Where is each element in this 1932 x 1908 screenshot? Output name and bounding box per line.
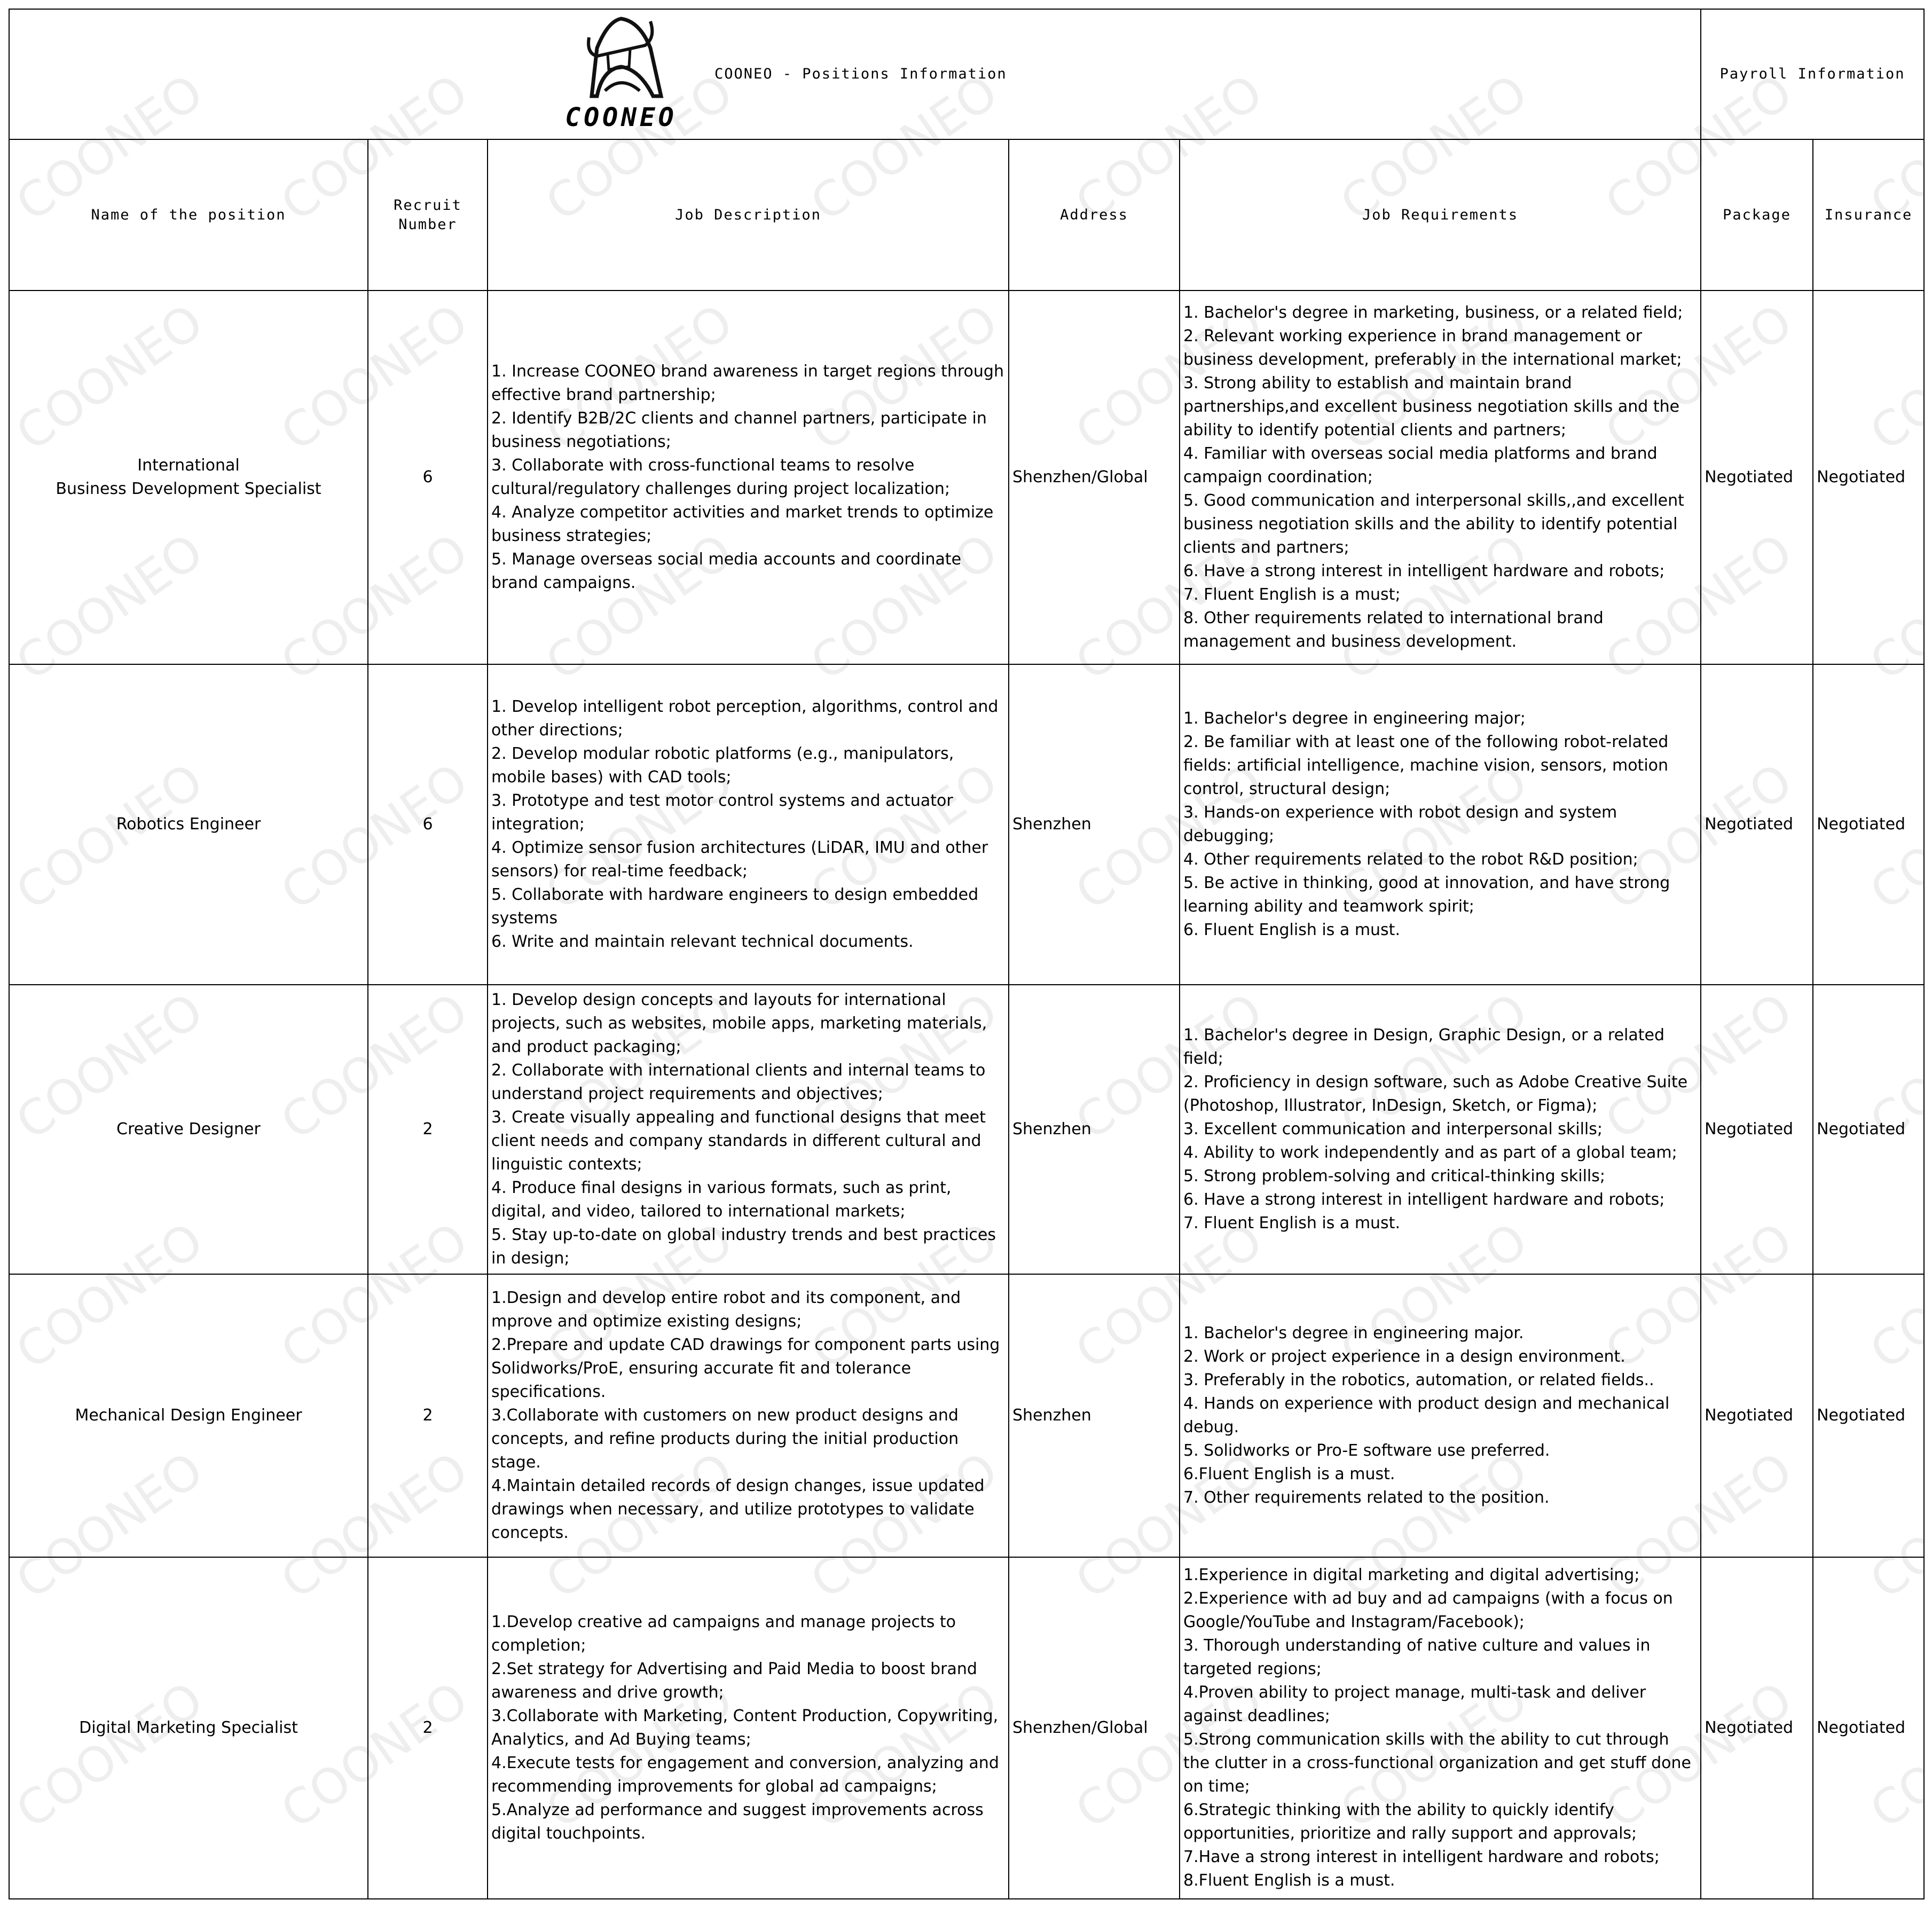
insurance: Negotiated — [1813, 290, 1924, 664]
table-row — [9, 985, 1924, 1274]
col-header-package: Package — [1701, 139, 1813, 290]
insurance: Negotiated — [1813, 985, 1924, 1274]
package: Negotiated — [1701, 1557, 1813, 1899]
package: Negotiated — [1701, 664, 1813, 985]
positions-sheet — [9, 9, 1923, 1908]
brand-logo — [549, 16, 693, 132]
job-description: 1.Develop creative ad campaigns and manage projects to completion; 2.Set strategy for Advertising and Paid Media to boost brand awareness and drive growth; 3.Collaborate with Marketing, Content Production, Copywriting, Analytics, and Ad Buying teams; 4.Execute tests for engagement and conversion, analyzing and recommending improvements for global ad campaigns; 5.Analyze ad performance and suggest improvements across digital touchpoints. — [488, 1557, 1009, 1899]
address: Shenzhen — [1009, 664, 1180, 985]
col-header-recruit: Recruit Number — [368, 139, 488, 290]
recruit-number: 6 — [368, 290, 488, 664]
column-header-row — [9, 139, 1924, 290]
payroll-group-header: Payroll Information — [1701, 9, 1924, 139]
recruit-number: 2 — [368, 1557, 488, 1899]
insurance: Negotiated — [1813, 1557, 1924, 1899]
job-description: 1. Develop design concepts and layouts for international projects, such as websites, mobile apps, marketing materials, and product packaging; 2. Collaborate with international clients and internal teams to understand project requirements and objectives; 3. Create visually appealing and functional designs that meet client needs and company standards in different cultural and linguistic contexts; 4. Produce final designs in various formats, such as print, digital, and video, tailored to international markets; 5. Stay up-to-date on global industry trends and best practices in design; — [488, 985, 1009, 1274]
recruit-number: 6 — [368, 664, 488, 985]
table-row — [9, 664, 1924, 985]
page-title: COONEO - Positions Information — [714, 66, 1007, 82]
address: Shenzhen — [1009, 1274, 1180, 1557]
title-cell — [9, 9, 1701, 139]
package: Negotiated — [1701, 290, 1813, 664]
position-name: International Business Development Specialist — [9, 290, 368, 664]
package: Negotiated — [1701, 985, 1813, 1274]
positions-table — [9, 9, 1925, 1899]
insurance: Negotiated — [1813, 664, 1924, 985]
table-row — [9, 1274, 1924, 1557]
job-requirements: 1. Bachelor's degree in engineering major; 2. Be familiar with at least one of the following robot-related fields: artificial intelligence, machine vision, sensors, motion control, structural design; 3. Hands-on experience with robot design and system debugging; 4. Other requirements related to the robot R&D position; 5. Be active in thinking, good at innovation, and have strong learning ability and teamwork spirit; 6. Fluent English is a must. — [1180, 664, 1701, 985]
col-header-address: Address — [1009, 139, 1180, 290]
insurance: Negotiated — [1813, 1274, 1924, 1557]
position-name: Mechanical Design Engineer — [9, 1274, 368, 1557]
job-requirements: 1. Bachelor's degree in marketing, business, or a related field; 2. Relevant working experience in brand management or business development, preferably in the international market; 3. Strong ability to establish and maintain brand partnerships,and excellent business negotiation skills and the ability to identify potential clients and partners; 4. Familiar with overseas social media platforms and brand campaign coordination; 5. Good communication and interpersonal skills,,and excellent business negotiation skills and the ability to identify potential clients and partners; 6. Have a strong interest in intelligent hardware and robots; 7. Fluent English is a must; 8. Other requirements related to international brand management and business development. — [1180, 290, 1701, 664]
col-header-insurance: Insurance — [1813, 139, 1924, 290]
address: Shenzhen/Global — [1009, 1557, 1180, 1899]
col-header-requirements: Job Requirements — [1180, 139, 1701, 290]
job-description: 1.Design and develop entire robot and its component, and mprove and optimize existing designs; 2.Prepare and update CAD drawings for component parts using Solidworks/ProE, ensuring accurate fit and tolerance specifications. 3.Collaborate with customers on new product designs and concepts, and refine products during the initial production stage. 4.Maintain detailed records of design changes, issue updated drawings when necessary, and utilize prototypes to validate concepts. — [488, 1274, 1009, 1557]
table-row — [9, 290, 1924, 664]
job-requirements: 1. Bachelor's degree in Design, Graphic Design, or a related field; 2. Proficiency in design software, such as Adobe Creative Suite (Photoshop, Illustrator, InDesign, Sketch, or Figma); 3. Excellent communication and interpersonal skills; 4. Ability to work independently and as part of a global team; 5. Strong problem-solving and critical-thinking skills; 6. Have a strong interest in intelligent hardware and robots; 7. Fluent English is a must. — [1180, 985, 1701, 1274]
position-name: Digital Marketing Specialist — [9, 1557, 368, 1899]
recruit-number: 2 — [368, 1274, 488, 1557]
robot-logo-icon — [576, 16, 666, 101]
job-description: 1. Increase COONEO brand awareness in target regions through effective brand partnership; 2. Identify B2B/2C clients and channel partners, participate in business negotiations; 3. Collaborate with cross-functional teams to resolve cultural/regulatory challenges during project localization; 4. Analyze competitor activities and market trends to optimize business strategies; 5. Manage overseas social media accounts and coordinate brand campaigns. — [488, 290, 1009, 664]
table-row — [9, 1557, 1924, 1899]
recruit-number: 2 — [368, 985, 488, 1274]
col-header-description: Job Description — [488, 139, 1009, 290]
brand-wordmark: COONEO — [565, 103, 677, 132]
job-requirements: 1. Bachelor's degree in engineering major. 2. Work or project experience in a design environment. 3. Preferably in the robotics, automation, or related fields.. 4. Hands on experience with product design and mechanical debug. 5. Solidworks or Pro-E software use preferred. 6.Fluent English is a must. 7. Other requirements related to the position. — [1180, 1274, 1701, 1557]
position-name: Creative Designer — [9, 985, 368, 1274]
address: Shenzhen/Global — [1009, 290, 1180, 664]
job-description: 1. Develop intelligent robot perception, algorithms, control and other directions; 2. Develop modular robotic platforms (e.g., manipulators, mobile bases) with CAD tools; 3. Prototype and test motor control systems and actuator integration; 4. Optimize sensor fusion architectures (LiDAR, IMU and other sensors) for real-time feedback; 5. Collaborate with hardware engineers to design embedded systems 6. Write and maintain relevant technical documents. — [488, 664, 1009, 985]
address: Shenzhen — [1009, 985, 1180, 1274]
position-name: Robotics Engineer — [9, 664, 368, 985]
package: Negotiated — [1701, 1274, 1813, 1557]
col-header-position: Name of the position — [9, 139, 368, 290]
job-requirements: 1.Experience in digital marketing and digital advertising; 2.Experience with ad buy and ad campaigns (with a focus on Google/YouTube and Instagram/Facebook); 3. Thorough understanding of native culture and values in targeted regions; 4.Proven ability to project manage, multi-task and deliver against deadlines; 5.Strong communication skills with the ability to cut through the clutter in a cross-functional organization and get stuff done on time; 6.Strategic thinking with the ability to quickly identify opportunities, prioritize and rally support and approvals; 7.Have a strong interest in intelligent hardware and robots; 8.Fluent English is a must. — [1180, 1557, 1701, 1899]
